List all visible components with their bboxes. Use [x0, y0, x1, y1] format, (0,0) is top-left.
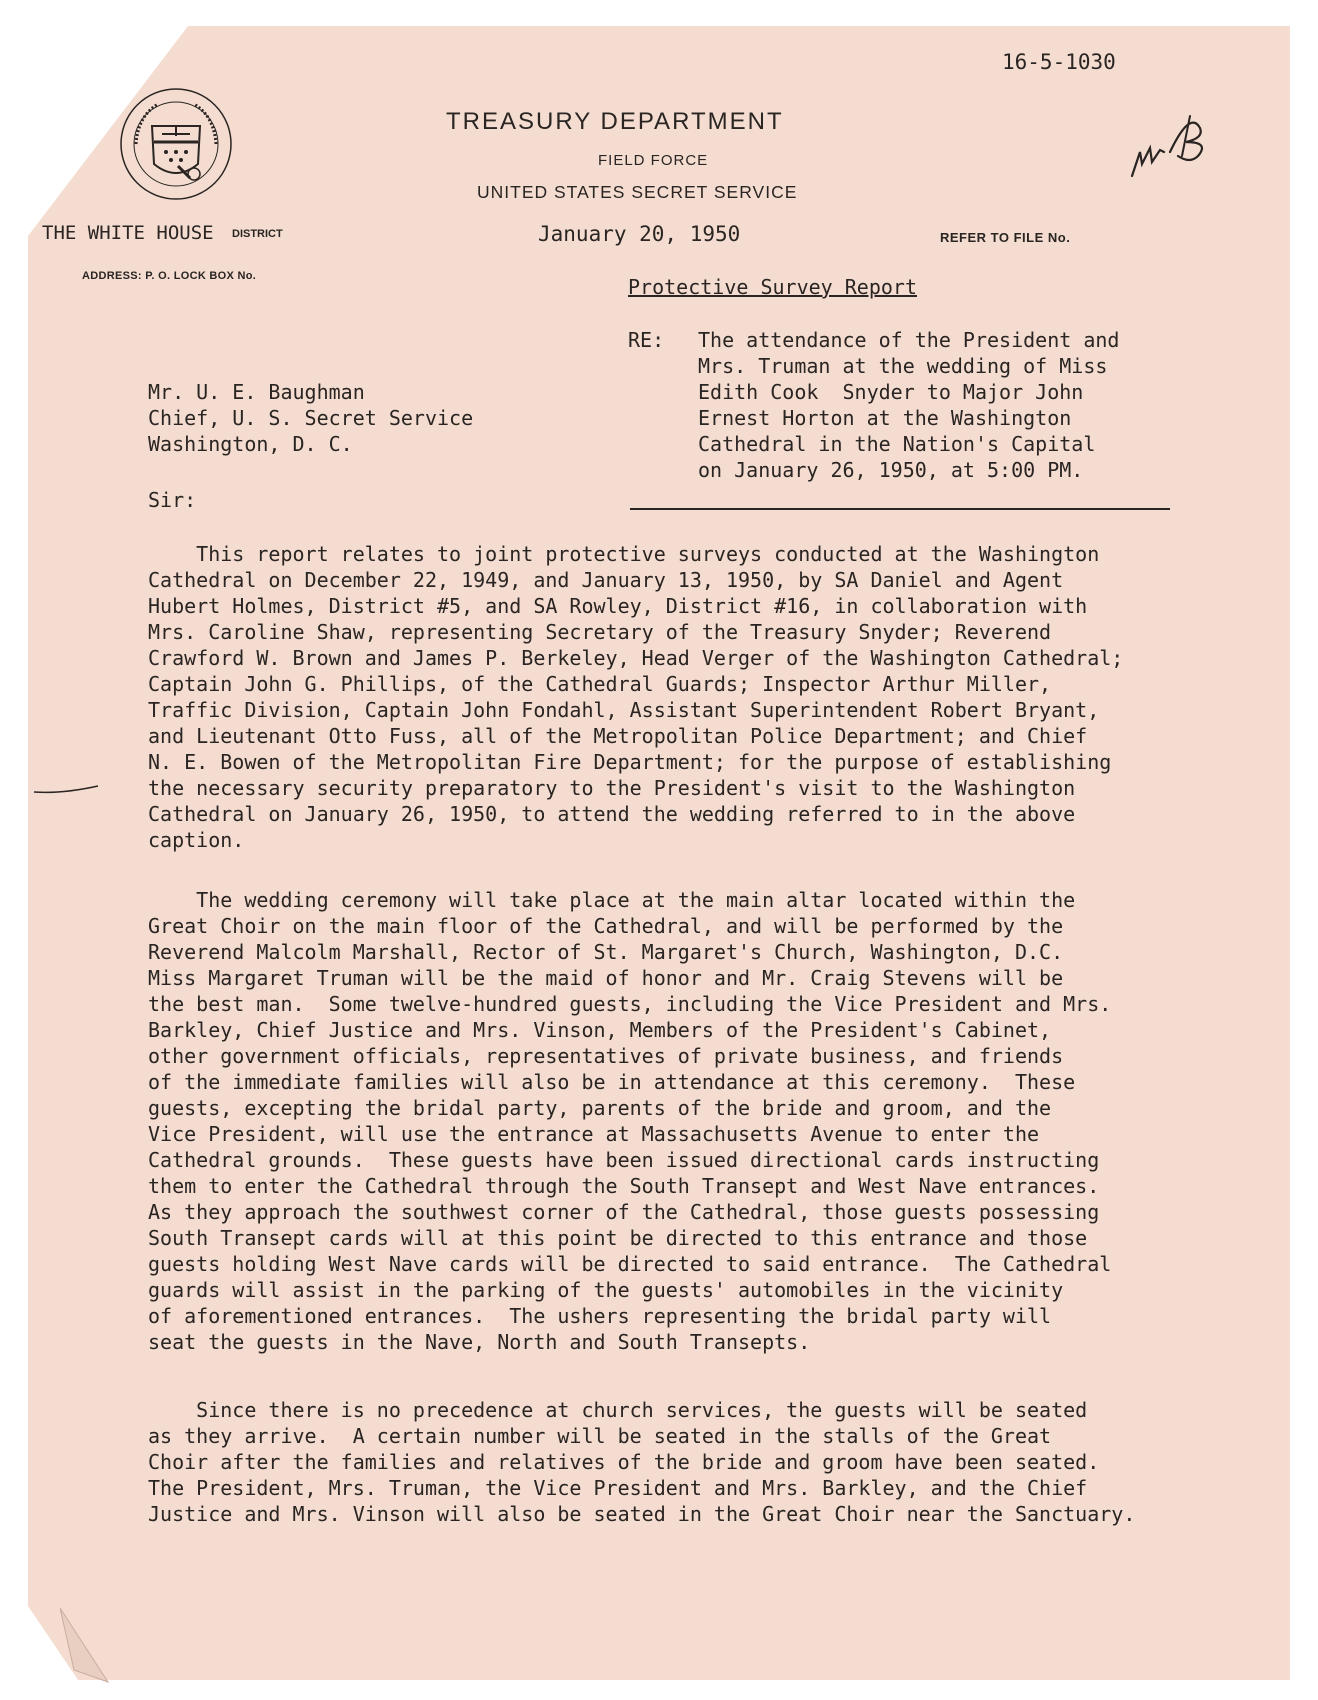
- text-line: guests, excepting the bridal party, parents of the bride and groom, and the: [148, 1096, 1052, 1120]
- text-line: As they approach the southwest corner of the Cathedral, those guests possessing: [148, 1200, 1100, 1224]
- re-divider: [630, 508, 1170, 510]
- salutation: Sir:: [148, 488, 197, 512]
- field-force-label: FIELD FORCE: [598, 152, 709, 169]
- service-label: UNITED STATES SECRET SERVICE: [477, 182, 798, 202]
- text-line: the best man. Some twelve-hundred guests, including the Vice President and Mrs.: [148, 992, 1112, 1016]
- treasury-seal-icon: [118, 86, 234, 202]
- text-line: guests holding West Nave cards will be directed to said entrance. The Cathedral: [148, 1252, 1112, 1276]
- re-line: Cathedral in the Nation's Capital: [698, 432, 1096, 456]
- text-line: guards will assist in the parking of the guests' automobiles in the vicinity: [148, 1278, 1064, 1302]
- text-line: seat the guests in the Nave, North and South Transepts.: [148, 1330, 811, 1354]
- text-line: Cathedral grounds. These guests have been issued directional cards instructing: [148, 1148, 1100, 1172]
- address-label: ADDRESS: P. O. LOCK BOX No.: [82, 270, 257, 282]
- text-line: Choir after the families and relatives of the bride and groom have been seated.: [148, 1450, 1100, 1474]
- text-line: Traffic Division, Captain John Fondahl, Assistant Superintendent Robert Bryant,: [148, 698, 1100, 722]
- text-line: The wedding ceremony will take place at the main altar located within the: [148, 888, 1076, 912]
- report-title: Protective Survey Report: [628, 275, 917, 299]
- text-line: Miss Margaret Truman will be the maid of honor and Mr. Craig Stevens will be: [148, 966, 1064, 990]
- re-line: on January 26, 1950, at 5:00 PM.: [698, 458, 1084, 482]
- margin-mark: [32, 782, 102, 798]
- text-line: of the immediate families will also be in attendance at this ceremony. These: [148, 1070, 1076, 1094]
- text-line: South Transept cards will at this point be directed to this entrance and those: [148, 1226, 1088, 1250]
- text-line: Captain John G. Phillips, of the Cathedral Guards; Inspector Arthur Miller,: [148, 672, 1052, 696]
- text-line: them to enter the Cathedral through the South Transept and West Nave entrances.: [148, 1174, 1100, 1198]
- re-line: The attendance of the President and: [698, 328, 1120, 352]
- folded-corner: [60, 1600, 120, 1690]
- text-line: Barkley, Chief Justice and Mrs. Vinson, Members of the President's Cabinet,: [148, 1018, 1052, 1042]
- text-line: Reverend Malcolm Marshall, Rector of St. Margaret's Church, Washington, D.C.: [148, 940, 1064, 964]
- re-line: Edith Cook Snyder to Major John: [698, 380, 1084, 404]
- text-line: The President, Mrs. Truman, the Vice President and Mrs. Barkley, and the Chief: [148, 1476, 1088, 1500]
- text-line: Justice and Mrs. Vinson will also be seated in the Great Choir near the Sanctuary.: [148, 1502, 1136, 1526]
- text-line: Crawford W. Brown and James P. Berkeley, Head Verger of the Washington Cathedral;: [148, 646, 1124, 670]
- text-line: Cathedral on January 26, 1950, to attend the wedding referred to in the above: [148, 802, 1076, 826]
- letter-date: January 20, 1950: [538, 222, 741, 246]
- handwritten-initials: [1130, 112, 1240, 192]
- text-line: Vice President, will use the entrance at Massachusetts Avenue to enter the: [148, 1122, 1040, 1146]
- re-line: Mrs. Truman at the wedding of Miss: [698, 354, 1108, 378]
- re-label: RE:: [628, 328, 665, 352]
- text-line: Since there is no precedence at church services, the guests will be seated: [148, 1398, 1088, 1422]
- text-line: N. E. Bowen of the Metropolitan Fire Department; for the purpose of establishing: [148, 750, 1112, 774]
- text-line: This report relates to joint protective surveys conducted at the Washington: [148, 542, 1100, 566]
- addressee-line: Mr. U. E. Baughman: [148, 380, 365, 404]
- text-line: of aforementioned entrances. The ushers representing the bridal party will: [148, 1304, 1052, 1328]
- file-number: 16-5-1030: [1002, 50, 1116, 74]
- text-line: Hubert Holmes, District #5, and SA Rowley, District #16, in collaboration with: [148, 594, 1088, 618]
- text-line: Mrs. Caroline Shaw, representing Secretary of the Treasury Snyder; Reverend: [148, 620, 1052, 644]
- district-label: DISTRICT: [232, 228, 283, 240]
- department-title: TREASURY DEPARTMENT: [446, 108, 784, 135]
- addressee-line: Washington, D. C.: [148, 432, 353, 456]
- text-line: Cathedral on December 22, 1949, and January 13, 1950, by SA Daniel and Agent: [148, 568, 1064, 592]
- text-line: other government officials, representatives of private business, and friends: [148, 1044, 1064, 1068]
- text-line: as they arrive. A certain number will be seated in the stalls of the Great: [148, 1424, 1052, 1448]
- text-line: and Lieutenant Otto Fuss, all of the Metropolitan Police Department; and Chief: [148, 724, 1088, 748]
- text-line: the necessary security preparatory to the President's visit to the Washington: [148, 776, 1076, 800]
- text-line: Great Choir on the main floor of the Cathedral, and will be performed by the: [148, 914, 1064, 938]
- district-name: THE WHITE HOUSE: [42, 222, 214, 244]
- re-line: Ernest Horton at the Washington: [698, 406, 1072, 430]
- addressee-line: Chief, U. S. Secret Service: [148, 406, 474, 430]
- refer-to-file-label: REFER TO FILE No.: [940, 230, 1071, 245]
- text-line: caption.: [148, 828, 245, 852]
